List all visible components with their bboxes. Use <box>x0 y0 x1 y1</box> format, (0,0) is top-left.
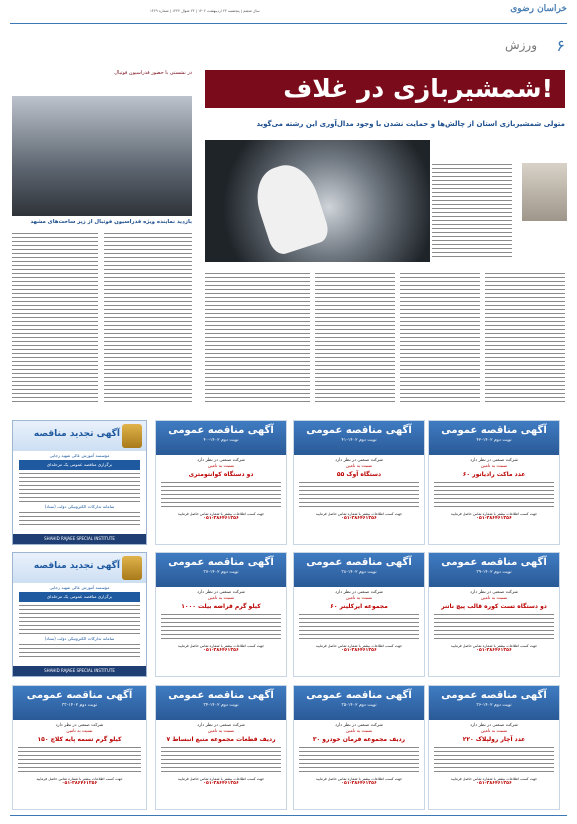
ad-phone: ۰۵۱-۳۸۶۴۶۱۲۵۶ <box>203 516 239 521</box>
ad-phone: ۰۵۱-۳۸۶۴۶۱۲۵۶ <box>476 781 512 786</box>
ad-header <box>294 421 424 455</box>
ad-footer: SHAHID RAJAEE SPECIAL INSTITUTE <box>13 534 146 544</box>
ad-header <box>156 686 286 720</box>
ad-number: نوبت دوم ۱۴۰۲-۴۲ <box>476 438 512 443</box>
ad-number: نوبت دوم ۱۴۰۲-۴۱ <box>341 438 377 443</box>
tender-ad <box>155 420 287 545</box>
section-name: ورزش <box>504 38 537 52</box>
ad-text <box>434 481 554 509</box>
ad-mid: سامانه تدارکات الکترونیکی دولت (ستاد) <box>44 636 115 641</box>
ad-header <box>294 686 424 720</box>
side-story-caption: در نشستی با حضور فدراسیون فوتبال <box>114 70 192 76</box>
main-headline: شمشیربازی در غلاف! <box>205 70 565 108</box>
newspaper-logo: خراسان رضوی <box>510 4 567 14</box>
ad-sub: نسبت به تامین <box>66 729 93 734</box>
ad-item: ۵۵ دستگاه آوک <box>336 471 382 478</box>
ad-number: نوبت دوم ۱۴۰۲-۳۴ <box>203 703 239 708</box>
ad-title: آگهی مناقصه عمومی <box>168 557 274 568</box>
ad-header <box>13 421 146 451</box>
ad-org: مؤسسه آموزش عالی شهید رجایی <box>49 585 110 590</box>
ad-number: نوبت دوم ۱۴۰۲-۴۰ <box>203 438 239 443</box>
institute-logo-icon <box>122 424 142 448</box>
side-story-text <box>12 232 98 402</box>
main-subhead: متولی شمشیربازی استان از چالش‌ها و حمایت نشدن با وجود مدال‌آوری این رشته می‌گوید <box>256 120 565 128</box>
ad-company: شرکت صنعتی در نظر دارد <box>470 723 518 728</box>
ad-title: آگهی مناقصه عمومی <box>441 557 547 568</box>
ad-header <box>13 553 146 583</box>
side-story-text <box>104 232 192 402</box>
ad-header <box>156 553 286 587</box>
ad-banner: برگزاری مناقصه عمومی یک مرحله‌ای <box>19 592 140 602</box>
ad-footer-text: جهت کسب اطلاعات بیشتر با شماره تماس حاصل فرمایید <box>177 512 265 516</box>
ad-item: ۱۵۰ کیلو گرم تسمه پایه کلاچ <box>37 736 122 743</box>
ad-header <box>294 553 424 587</box>
ad-footer-text: جهت کسب اطلاعات بیشتر با شماره تماس حاصل فرمایید <box>315 512 403 516</box>
ad-text <box>299 481 419 509</box>
intro-text <box>432 163 512 260</box>
ad-company: شرکت صنعتی در نظر دارد <box>197 723 245 728</box>
ad-text <box>434 746 554 774</box>
ad-phone: ۰۵۱-۳۸۶۴۶۱۲۵۶ <box>203 781 239 786</box>
ad-item: دو دستگاه کوانتومتری <box>188 471 254 478</box>
ad-text <box>19 472 140 502</box>
ad-item: ۳۰ ردیف مجموعه فرمان خودرو <box>312 736 406 743</box>
ad-footer-text: جهت کسب اطلاعات بیشتر با شماره تماس حاصل فرمایید <box>450 777 538 781</box>
ad-item: ۶۰ عدد ماکت رادیاتور <box>462 471 526 478</box>
ad-sub: نسبت به تامین <box>207 464 235 469</box>
ad-item: ۷ ردیف قطعات مجموعه منبع انبساط <box>166 736 276 743</box>
ad-company: شرکت صنعتی در نظر دارد <box>335 458 383 463</box>
ad-footer-text: جهت کسب اطلاعات بیشتر با شماره تماس حاصل فرمایید <box>450 512 538 516</box>
ad-number: نوبت دوم ۱۴۰۲-۳۸ <box>341 570 377 575</box>
tender-ad-institute <box>12 552 147 677</box>
tender-ad <box>293 420 425 545</box>
ad-title: آگهی مناقصه عمومی <box>441 425 547 436</box>
side-story-photo <box>12 96 192 216</box>
ad-footer-text: جهت کسب اطلاعات بیشتر با شماره تماس حاصل فرمایید <box>177 644 265 648</box>
ad-title: آگهی مناقصه عمومی <box>441 690 547 701</box>
ad-title: آگهی مناقصه عمومی <box>26 690 133 701</box>
ad-phone: ۰۵۱-۳۸۶۴۶۱۲۵۶ <box>476 648 512 653</box>
ad-item: ۱۰۰۰ کیلو گرم قراضه بیلت <box>181 603 261 610</box>
ad-sub: نسبت به تامین <box>345 596 373 601</box>
ad-title: آگهی تجدید مناقصه <box>33 561 120 571</box>
ad-company: شرکت صنعتی در نظر دارد <box>197 458 245 463</box>
tender-ad <box>155 685 287 810</box>
ad-phone: ۰۵۱-۳۸۶۴۶۱۲۵۶ <box>341 516 377 521</box>
institute-logo-icon <box>122 556 142 580</box>
ad-text <box>19 511 140 525</box>
ad-header <box>156 421 286 455</box>
ad-org: مؤسسه آموزش عالی شهید رجایی <box>49 453 110 458</box>
section-number: ۶ <box>556 36 565 55</box>
ad-phone: ۰۵۱-۳۸۶۴۶۱۲۵۶ <box>341 648 377 653</box>
side-story-title: بازدید نماینده ویژه فدراسیون فوتبال از زیر ساخت‌های مشهد <box>30 219 192 225</box>
tender-ad <box>155 552 287 677</box>
ad-footer: SHAHID RAJAEE SPECIAL INSTITUTE <box>13 666 146 676</box>
ad-mid: سامانه تدارکات الکترونیکی دولت (ستاد) <box>44 504 115 509</box>
ad-footer-text: جهت کسب اطلاعات بیشتر با شماره تماس حاصل فرمایید <box>315 777 403 781</box>
ad-item: ۲۲۰ عدد آچار رولپلاک <box>462 736 526 743</box>
ad-title: آگهی مناقصه عمومی <box>306 557 412 568</box>
ad-number: نوبت دوم ۱۴۰۲-۳۵ <box>341 703 377 708</box>
ad-text <box>299 613 419 641</box>
ad-number: نوبت دوم ۱۴۰۲-۳۳ <box>61 703 98 708</box>
interviewee-portrait <box>522 163 567 221</box>
ad-phone: ۰۵۱-۳۸۶۴۶۱۲۵۶ <box>341 781 377 786</box>
ad-sub: نسبت به تامین <box>480 729 508 734</box>
ad-number: نوبت دوم ۱۴۰۲-۳۷ <box>203 570 239 575</box>
ad-sub: نسبت به تامین <box>480 596 508 601</box>
ad-text <box>161 746 281 774</box>
ad-footer-text: جهت کسب اطلاعات بیشتر با شماره تماس حاصل فرمایید <box>36 777 123 781</box>
ad-phone: ۰۵۱-۳۸۶۴۶۱۲۵۶ <box>61 781 98 786</box>
tender-ad-institute <box>12 420 147 545</box>
ad-item: ۶۰ مجموعه ایرکلینر <box>330 603 388 610</box>
ad-sub: نسبت به تامین <box>207 729 235 734</box>
ad-text <box>299 746 419 774</box>
ad-sub: نسبت به تامین <box>207 596 235 601</box>
ad-footer-text: جهت کسب اطلاعات بیشتر با شماره تماس حاصل فرمایید <box>450 644 538 648</box>
ad-phone: ۰۵۱-۳۸۶۴۶۱۲۵۶ <box>476 516 512 521</box>
tender-ad <box>428 685 560 810</box>
ad-company: شرکت صنعتی در نظر دارد <box>55 723 104 728</box>
ad-text <box>18 746 141 774</box>
ad-title: آگهی مناقصه عمومی <box>306 690 412 701</box>
ad-footer-text: جهت کسب اطلاعات بیشتر با شماره تماس حاصل فرمایید <box>177 777 265 781</box>
ad-footer-text: جهت کسب اطلاعات بیشتر با شماره تماس حاصل فرمایید <box>315 644 403 648</box>
tender-ad <box>428 552 560 677</box>
article-column <box>485 272 565 402</box>
ad-header <box>429 553 559 587</box>
tender-ad <box>293 552 425 677</box>
ad-header <box>429 421 559 455</box>
tender-ad <box>428 420 560 545</box>
tender-ad <box>293 685 425 810</box>
ad-text <box>434 613 554 641</box>
ad-item: دو دستگاه تست کوره قالب پیچ ناتنر <box>441 603 547 610</box>
header-rule <box>10 23 567 24</box>
ad-phone: ۰۵۱-۳۸۶۴۶۱۲۵۶ <box>203 648 239 653</box>
ad-text <box>19 604 140 634</box>
ad-sub: نسبت به تامین <box>345 464 373 469</box>
ad-sub: نسبت به تامین <box>480 464 508 469</box>
ad-company: شرکت صنعتی در نظر دارد <box>335 590 383 595</box>
ad-title: آگهی مناقصه عمومی <box>168 425 274 436</box>
ad-sub: نسبت به تامین <box>345 729 373 734</box>
page-header <box>0 0 577 30</box>
ad-banner: برگزاری مناقصه عمومی یک مرحله‌ای <box>19 460 140 470</box>
ad-title: آگهی مناقصه عمومی <box>168 690 274 701</box>
article-column <box>315 272 395 402</box>
ad-company: شرکت صنعتی در نظر دارد <box>470 590 518 595</box>
ad-title: آگهی تجدید مناقصه <box>33 429 120 439</box>
ad-header <box>13 686 146 720</box>
issue-meta: سال ششم | پنجشنبه ۲۴ اردیبهشت ۱۴۰۲ | ۲۴ شوال ۱۴۴۴ | شماره ۱۴۲۹ <box>150 9 260 13</box>
ad-header <box>429 686 559 720</box>
ad-text <box>161 613 281 641</box>
article-column <box>400 272 480 402</box>
article-column <box>205 272 310 402</box>
ad-text <box>19 643 140 657</box>
ad-company: شرکت صنعتی در نظر دارد <box>197 590 245 595</box>
ad-company: شرکت صنعتی در نظر دارد <box>335 723 383 728</box>
ad-title: آگهی مناقصه عمومی <box>306 425 412 436</box>
tender-ad <box>12 685 147 810</box>
ad-number: نوبت دوم ۱۴۰۲-۳۶ <box>476 703 512 708</box>
footer-rule <box>10 815 567 816</box>
ad-number: نوبت دوم ۱۴۰۲-۳۹ <box>476 570 512 575</box>
ad-company: شرکت صنعتی در نظر دارد <box>470 458 518 463</box>
ad-text <box>161 481 281 509</box>
